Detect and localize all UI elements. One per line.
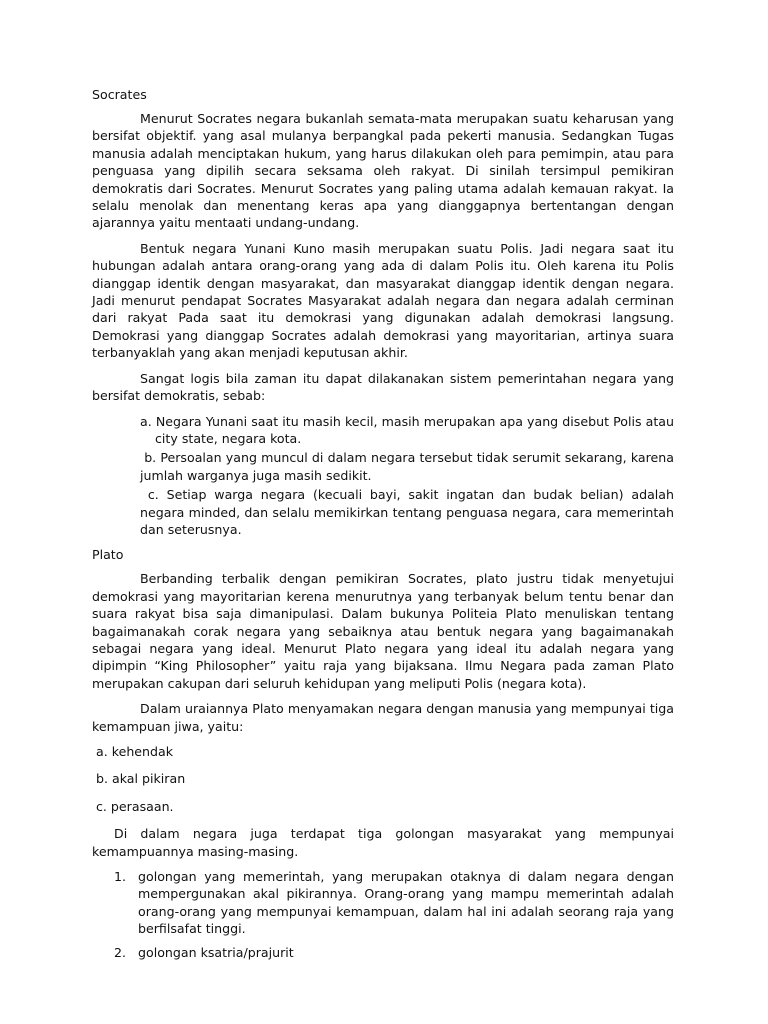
group-2-text: golongan ksatria/prajurit [138,944,294,960]
list-item [140,413,674,448]
socrates-reasons-list [140,413,679,539]
reason-b-text: b. Persoalan yang muncul di dalam negara tersebut tidak serumit sekarang, karena jumlah warganya juga masih sedikit. [140,450,679,483]
plato-paragraph-1: Berbanding terbalik dengan pemikiran Socrates, plato justru tidak menyetujui demokrasi yang mayoritarian kerena menurutnya yang terbanyak belum tentu benar dan suara rakyat bisa saja dimanipulasi. Dalam bukunya Politeia Plato menuliskan tentang bagaimanakah corak negara yang sebaiknya atau bentuk negara yang bagaimanakah sebagai negara yang ideal. Menurut Plato negara yang ideal itu adalah negara yang dipimpin “King Philosopher” yaitu raja yang bijaksana. Ilmu Negara pada zaman Plato merupakan cakupan dari seluruh kehidupan yang meliputi Polis (negara kota). [92,571,674,691]
reason-a-text: a. Negara Yunani saat itu masih kecil, masih merupakan apa yang disebut Polis atau city state, negara kota. [140,413,674,446]
plato-paragraph-2: Dalam uraiannya Plato menyamakan negara dengan manusia yang mempunyai tiga kemampuan jiwa, yaitu: [92,701,674,734]
socrates-paragraph-3: Sangat logis bila zaman itu dapat dilakanakan sistem pemerintahan negara yang bersifat demokratis, sebab: [92,370,674,404]
list-item [92,944,674,961]
socrates-paragraph-1: Menurut Socrates negara bukanlah semata-mata merupakan suatu keharusan yang bersifat objektif. yang asal mulanya berpangkal pada pekerti manusia. Sedangkan Tugas manusia adalah menciptakan hukum, yang harus dilakukan oleh para pemimpin, atau para penguasa yang dipilih secara seksama oleh rakyat. Di sinilah tersimpul pemikiran demokratis dari Socrates. Menurut Socrates yang paling utama adalah kemauan rakyat. Ia selalu menolak dan menentang keras apa yang dianggapnya bertentangan dengan ajarannya yaitu mentaati undang-undang. [92,111,674,231]
list-item [92,868,674,938]
section-heading-plato: Plato [92,547,124,563]
ability-kehendak: a. kehendak [96,744,174,759]
group-1-text: golongan yang memerintah, yang merupakan otaknya di dalam negara dengan mempergunakan akal pikirannya. Orang-orang yang mampu memerintah adalah orang-orang yang mempunyai kemampuan, dalam hal ini adalah seorang raja yang berfilsafat tinggi. [138,869,674,937]
list-item [140,486,679,538]
list-item [140,449,679,484]
section-heading-socrates: Socrates [92,87,147,102]
plato-groups-list [92,868,674,961]
list-number: 2. [114,944,127,960]
ability-akal-pikiran: b. akal pikiran [96,771,186,787]
document-page [92,86,679,967]
ability-perasaan: c. perasaan. [96,798,174,814]
list-number: 1. [114,869,127,885]
reason-c-text: c. Setiap warga negara (kecuali bayi, sakit ingatan dan budak belian) adalah negara minded, dan selalu memikirkan tentang penguasa negara, cara memerintah dan seterusnya. [140,487,679,537]
socrates-paragraph-2: Bentuk negara Yunani Kuno masih merupakan suatu Polis. Jadi negara saat itu hubungan adalah antara orang-orang yang ada di dalam Polis itu. Oleh karena itu Polis dianggap identik dengan masyarakat, dan masyarakat dianggap identik dengan negara. Jadi menurut pendapat Socrates Masyarakat adalah negara dan negara adalah cerminan dari rakyat Pada saat itu demokrasi yang digunakan adalah demokrasi langsung. Demokrasi yang dianggap Socrates adalah demokrasi yang mayoritarian, artinya suara terbanyaklah yang akan menjadi keputusan akhir. [92,240,674,361]
plato-paragraph-3: Di dalam negara juga terdapat tiga golongan masyarakat yang mempunyai kemampuannya masing-masing. [92,826,674,859]
